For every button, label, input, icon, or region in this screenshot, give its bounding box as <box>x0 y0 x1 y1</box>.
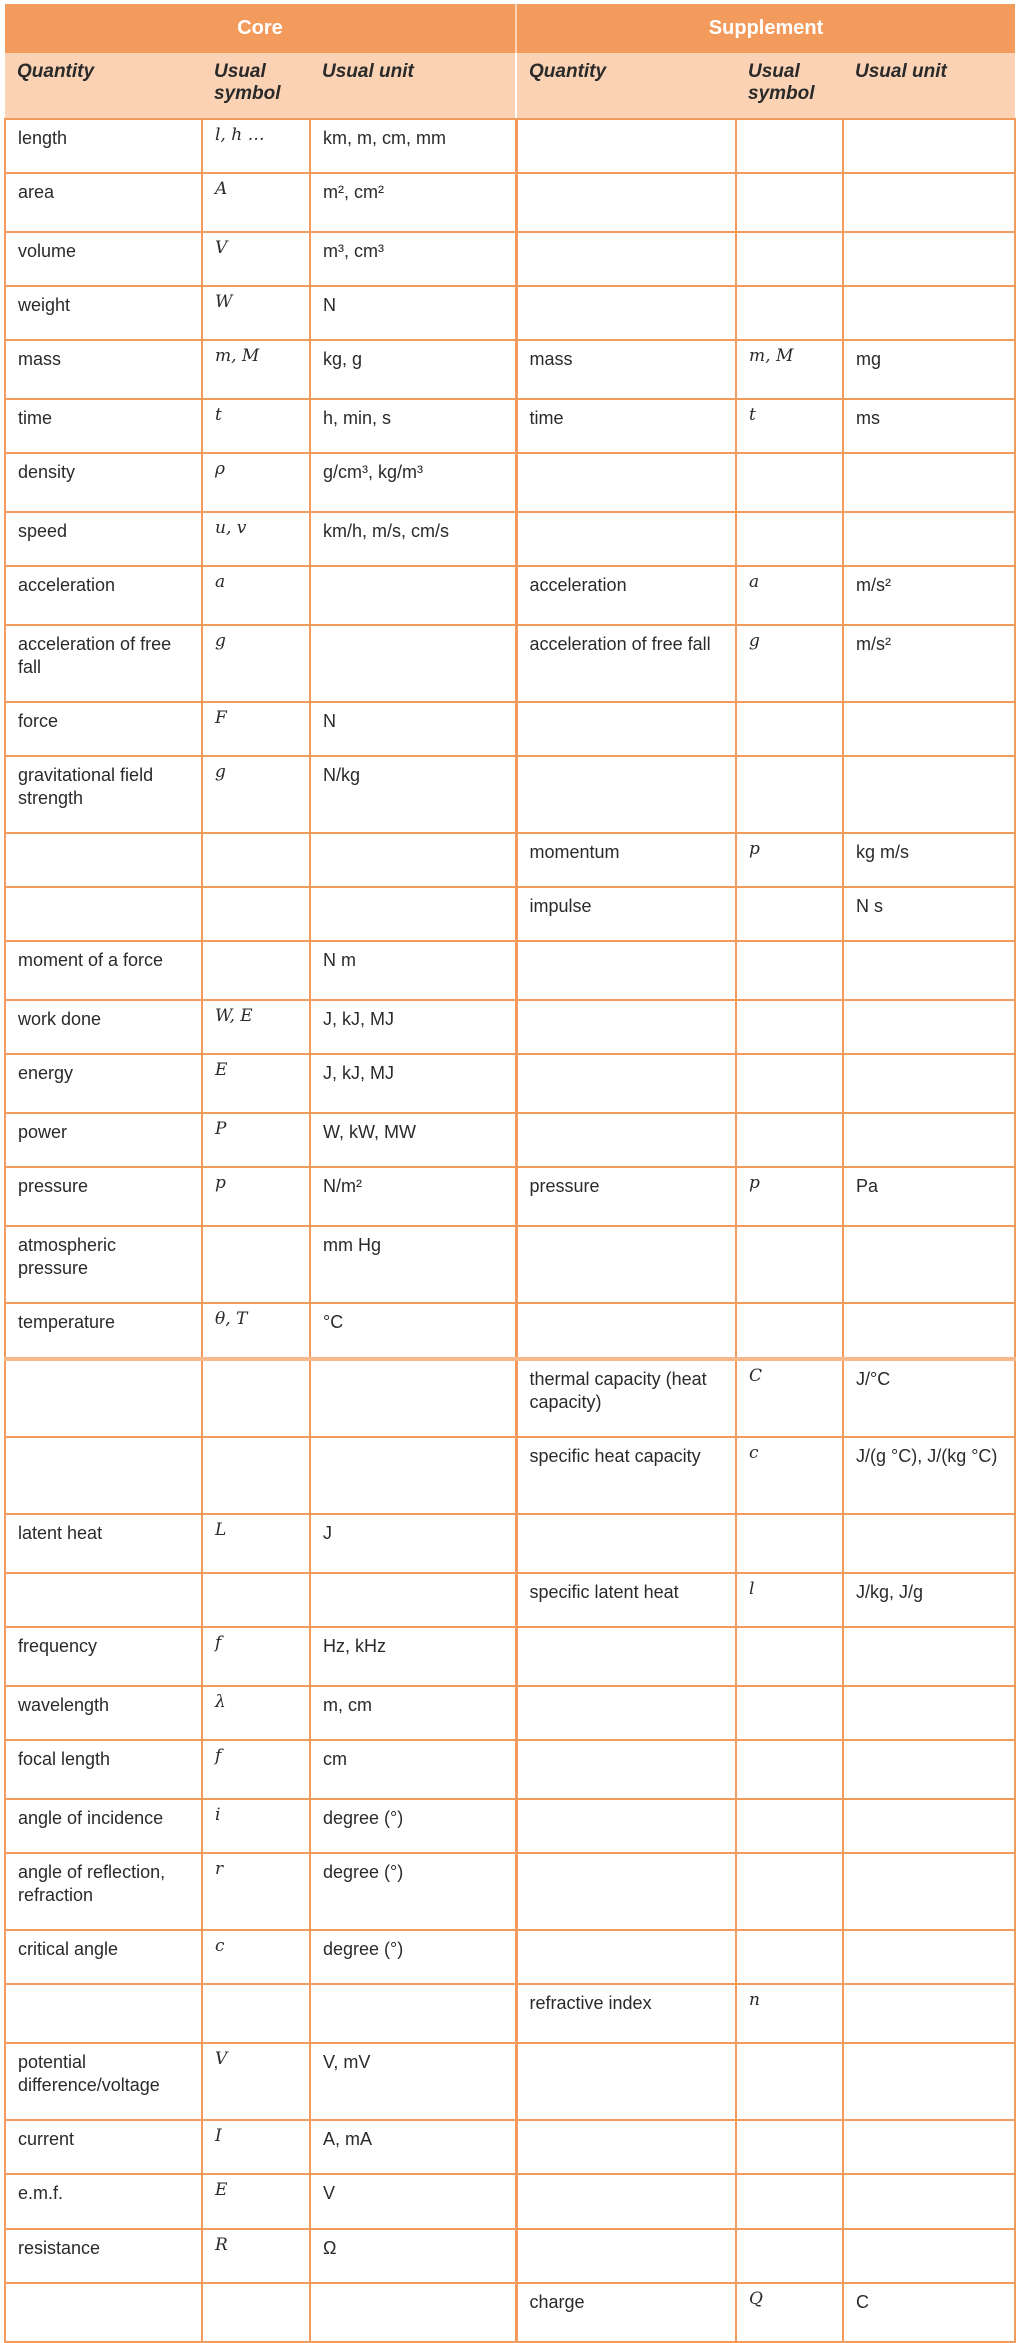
core-symbol-cell: u, v <box>202 512 310 566</box>
core-symbol-cell: L <box>202 1514 310 1573</box>
supplement-unit-cell <box>843 2043 1015 2120</box>
core-unit-cell: cm <box>310 1740 516 1799</box>
core-quantity-cell: force <box>5 702 202 756</box>
supplement-quantity-cell <box>516 1740 736 1799</box>
core-symbol-cell <box>202 1226 310 1303</box>
supplement-symbol-cell <box>736 512 843 566</box>
core-quantity-cell: pressure <box>5 1167 202 1226</box>
supplement-unit-cell <box>843 941 1015 1000</box>
supplement-unit-cell: Pa <box>843 1167 1015 1226</box>
core-symbol-cell: V <box>202 2043 310 2120</box>
core-symbol-cell: I <box>202 2120 310 2174</box>
core-unit-cell: N/m² <box>310 1167 516 1226</box>
core-unit-cell: V, mV <box>310 2043 516 2120</box>
core-symbol-cell: g <box>202 756 310 833</box>
supplement-quantity-cell <box>516 2229 736 2283</box>
supplement-symbol-cell: Q <box>736 2283 843 2342</box>
core-unit-cell: g/cm³, kg/m³ <box>310 453 516 512</box>
core-symbol-cell: f <box>202 1740 310 1799</box>
core-quantity-cell: acceleration <box>5 566 202 625</box>
core-unit-cell: km/h, m/s, cm/s <box>310 512 516 566</box>
supplement-quantity-cell <box>516 1853 736 1930</box>
supplement-quantity-cell <box>516 1000 736 1054</box>
core-quantity-cell: work done <box>5 1000 202 1054</box>
table-row <box>5 1226 1015 1303</box>
supplement-symbol-cell <box>736 286 843 340</box>
supplement-quantity-cell: acceleration <box>516 566 736 625</box>
table-row <box>5 232 1015 286</box>
supplement-symbol-cell <box>736 1930 843 1984</box>
supplement-quantity-cell <box>516 1054 736 1113</box>
core-quantity-cell: gravitational field strength <box>5 756 202 833</box>
core-unit-cell: m, cm <box>310 1686 516 1740</box>
core-unit-cell: kg, g <box>310 340 516 399</box>
supplement-symbol-cell <box>736 2229 843 2283</box>
supplement-symbol-cell: n <box>736 1984 843 2043</box>
core-symbol-cell <box>202 1984 310 2043</box>
table-row <box>5 1437 1015 1514</box>
table-row <box>5 702 1015 756</box>
core-symbol-cell: E <box>202 2174 310 2229</box>
core-quantity-cell: weight <box>5 286 202 340</box>
table-row <box>5 512 1015 566</box>
core-unit-cell: A, mA <box>310 2120 516 2174</box>
table-row <box>5 2283 1015 2342</box>
core-symbol-cell: P <box>202 1113 310 1167</box>
core-quantity-cell: wavelength <box>5 1686 202 1740</box>
supplement-symbol-cell <box>736 1686 843 1740</box>
table-row <box>5 1167 1015 1226</box>
core-unit-cell <box>310 1984 516 2043</box>
table-row <box>5 566 1015 625</box>
core-symbol-cell: F <box>202 702 310 756</box>
core-quantity-cell: frequency <box>5 1627 202 1686</box>
core-symbol-cell <box>202 1573 310 1627</box>
core-unit-cell: J, kJ, MJ <box>310 1054 516 1113</box>
supplement-unit-cell: m/s² <box>843 625 1015 702</box>
supplement-symbol-cell <box>736 2043 843 2120</box>
table-row <box>5 1000 1015 1054</box>
core-header: Core <box>5 4 516 53</box>
table-row <box>5 173 1015 232</box>
core-symbol-cell: f <box>202 1627 310 1686</box>
core-quantity-cell: potential difference/voltage <box>5 2043 202 2120</box>
core-quantity-cell: power <box>5 1113 202 1167</box>
supplement-quantity-cell <box>516 2043 736 2120</box>
supplement-quantity-cell <box>516 2120 736 2174</box>
table-row <box>5 1686 1015 1740</box>
core-quantity-cell: volume <box>5 232 202 286</box>
core-symbol-cell <box>202 1437 310 1514</box>
core-symbol-cell: a <box>202 566 310 625</box>
core-unit-cell <box>310 566 516 625</box>
supplement-symbol-cell <box>736 887 843 941</box>
supplement-quantity-cell <box>516 1514 736 1573</box>
supplement-unit-cell <box>843 2174 1015 2229</box>
supplement-unit-cell <box>843 1303 1015 1359</box>
table-row <box>5 1514 1015 1573</box>
table-row <box>5 756 1015 833</box>
core-symbol-cell: θ, T <box>202 1303 310 1359</box>
supplement-unit-cell <box>843 173 1015 232</box>
supplement-unit-cell <box>843 2229 1015 2283</box>
supplement-quantity-cell <box>516 232 736 286</box>
supplement-unit-cell <box>843 1113 1015 1167</box>
supplement-quantity-cell <box>516 286 736 340</box>
supplement-unit-cell <box>843 232 1015 286</box>
supplement-symbol-cell <box>736 119 843 173</box>
supplement-unit-cell: J/(g °C), J/(kg °C) <box>843 1437 1015 1514</box>
supplement-unit-cell <box>843 512 1015 566</box>
core-quantity-cell: speed <box>5 512 202 566</box>
core-quantity-cell <box>5 887 202 941</box>
core-quantity-cell: mass <box>5 340 202 399</box>
core-quantity-cell: temperature <box>5 1303 202 1359</box>
supplement-symbol-cell <box>736 756 843 833</box>
supplement-symbol-cell <box>736 453 843 512</box>
table-row <box>5 1303 1015 1359</box>
supplement-unit-cell <box>843 119 1015 173</box>
supplement-quantity-cell <box>516 1686 736 1740</box>
supplement-symbol-cell <box>736 1740 843 1799</box>
core-unit-cell: m², cm² <box>310 173 516 232</box>
supplement-symbol-cell <box>736 2120 843 2174</box>
core-quantity-cell <box>5 2283 202 2342</box>
supplement-quantity-cell: refractive index <box>516 1984 736 2043</box>
supplement-unit-cell <box>843 702 1015 756</box>
core-symbol-cell <box>202 941 310 1000</box>
supplement-unit-cell <box>843 2120 1015 2174</box>
supplement-unit-cell: J/kg, J/g <box>843 1573 1015 1627</box>
supplement-quantity-cell <box>516 756 736 833</box>
supplement-quantity-cell: pressure <box>516 1167 736 1226</box>
table-row <box>5 1573 1015 1627</box>
supplement-symbol-header: Usual symbol <box>736 53 843 119</box>
supplement-unit-header: Usual unit <box>843 53 1015 119</box>
core-quantity-cell: energy <box>5 1054 202 1113</box>
core-symbol-cell: l, h … <box>202 119 310 173</box>
table-row <box>5 2043 1015 2120</box>
table-row <box>5 2229 1015 2283</box>
core-unit-cell: Hz, kHz <box>310 1627 516 1686</box>
table-row <box>5 1984 1015 2043</box>
supplement-unit-cell <box>843 756 1015 833</box>
supplement-quantity-cell: mass <box>516 340 736 399</box>
supplement-quantity-cell <box>516 1930 736 1984</box>
core-unit-cell: km, m, cm, mm <box>310 119 516 173</box>
table-row <box>5 1054 1015 1113</box>
table-row <box>5 340 1015 399</box>
supplement-quantity-cell <box>516 2174 736 2229</box>
supplement-symbol-cell <box>736 1113 843 1167</box>
table-row <box>5 1853 1015 1930</box>
core-symbol-cell: A <box>202 173 310 232</box>
core-unit-cell: degree (°) <box>310 1853 516 1930</box>
core-quantity-cell: e.m.f. <box>5 2174 202 2229</box>
supplement-symbol-cell <box>736 702 843 756</box>
supplement-symbol-cell: m, M <box>736 340 843 399</box>
core-unit-cell <box>310 2283 516 2342</box>
core-unit-cell: N <box>310 286 516 340</box>
core-unit-cell <box>310 1573 516 1627</box>
table-row <box>5 941 1015 1000</box>
table-row <box>5 286 1015 340</box>
supplement-quantity-cell: momentum <box>516 833 736 887</box>
core-unit-cell: J <box>310 1514 516 1573</box>
core-symbol-cell: m, M <box>202 340 310 399</box>
supplement-symbol-cell: a <box>736 566 843 625</box>
core-quantity-cell: current <box>5 2120 202 2174</box>
core-symbol-cell: W <box>202 286 310 340</box>
supplement-quantity-cell <box>516 1303 736 1359</box>
supplement-quantity-cell <box>516 453 736 512</box>
core-quantity-header: Quantity <box>5 53 202 119</box>
table-row <box>5 1113 1015 1167</box>
core-quantity-cell: resistance <box>5 2229 202 2283</box>
core-symbol-cell: V <box>202 232 310 286</box>
supplement-unit-cell: m/s² <box>843 566 1015 625</box>
supplement-unit-cell <box>843 1984 1015 2043</box>
core-symbol-cell <box>202 1359 310 1437</box>
supplement-quantity-cell <box>516 119 736 173</box>
core-unit-cell: m³, cm³ <box>310 232 516 286</box>
supplement-unit-cell <box>843 453 1015 512</box>
supplement-symbol-cell <box>736 2174 843 2229</box>
supplement-quantity-cell: acceleration of free fall <box>516 625 736 702</box>
core-unit-cell: Ω <box>310 2229 516 2283</box>
quantities-units-table <box>4 4 1016 2343</box>
supplement-quantity-cell <box>516 941 736 1000</box>
core-unit-cell <box>310 833 516 887</box>
supplement-quantity-cell <box>516 1113 736 1167</box>
core-quantity-cell: length <box>5 119 202 173</box>
supplement-symbol-cell <box>736 1000 843 1054</box>
core-unit-cell: degree (°) <box>310 1799 516 1853</box>
table-row <box>5 1627 1015 1686</box>
table-row <box>5 2174 1015 2229</box>
core-symbol-cell: E <box>202 1054 310 1113</box>
supplement-quantity-cell <box>516 1627 736 1686</box>
supplement-unit-cell <box>843 1686 1015 1740</box>
supplement-unit-cell <box>843 1627 1015 1686</box>
core-quantity-cell <box>5 1573 202 1627</box>
core-unit-cell: N m <box>310 941 516 1000</box>
supplement-quantity-cell: impulse <box>516 887 736 941</box>
supplement-symbol-cell <box>736 941 843 1000</box>
core-unit-cell: N/kg <box>310 756 516 833</box>
core-unit-cell: W, kW, MW <box>310 1113 516 1167</box>
core-symbol-cell: r <box>202 1853 310 1930</box>
table-row <box>5 2120 1015 2174</box>
core-quantity-cell <box>5 1984 202 2043</box>
table-row <box>5 119 1015 173</box>
supplement-quantity-cell: specific heat capacity <box>516 1437 736 1514</box>
supplement-quantity-cell <box>516 702 736 756</box>
supplement-symbol-cell: t <box>736 399 843 453</box>
supplement-quantity-cell: time <box>516 399 736 453</box>
supplement-unit-cell <box>843 286 1015 340</box>
supplement-symbol-cell <box>736 1303 843 1359</box>
core-symbol-cell: c <box>202 1930 310 1984</box>
core-symbol-cell: p <box>202 1167 310 1226</box>
supplement-symbol-cell <box>736 1514 843 1573</box>
core-symbol-cell <box>202 887 310 941</box>
core-quantity-cell: moment of a force <box>5 941 202 1000</box>
core-unit-cell <box>310 625 516 702</box>
core-quantity-cell: angle of reflection, refraction <box>5 1853 202 1930</box>
core-unit-cell: V <box>310 2174 516 2229</box>
core-symbol-cell: i <box>202 1799 310 1853</box>
table-row <box>5 1930 1015 1984</box>
supplement-symbol-cell: l <box>736 1573 843 1627</box>
core-unit-cell: degree (°) <box>310 1930 516 1984</box>
core-symbol-cell <box>202 833 310 887</box>
supplement-unit-cell <box>843 1930 1015 1984</box>
supplement-symbol-cell: c <box>736 1437 843 1514</box>
supplement-quantity-cell <box>516 173 736 232</box>
supplement-quantity-cell: charge <box>516 2283 736 2342</box>
supplement-unit-cell <box>843 1054 1015 1113</box>
core-quantity-cell: atmospheric pressure <box>5 1226 202 1303</box>
supplement-unit-cell: J/°C <box>843 1359 1015 1437</box>
core-quantity-cell: acceleration of free fall <box>5 625 202 702</box>
supplement-quantity-cell <box>516 1226 736 1303</box>
core-symbol-cell: W, E <box>202 1000 310 1054</box>
supplement-symbol-cell <box>736 1054 843 1113</box>
table-row <box>5 453 1015 512</box>
table-row <box>5 1359 1015 1437</box>
supplement-quantity-cell: specific latent heat <box>516 1573 736 1627</box>
core-quantity-cell: time <box>5 399 202 453</box>
supplement-quantity-header: Quantity <box>516 53 736 119</box>
supplement-quantity-cell: thermal capacity (heat capacity) <box>516 1359 736 1437</box>
supplement-unit-cell: ms <box>843 399 1015 453</box>
supplement-unit-cell: kg m/s <box>843 833 1015 887</box>
core-quantity-cell: area <box>5 173 202 232</box>
core-quantity-cell: angle of incidence <box>5 1799 202 1853</box>
supplement-symbol-cell <box>736 1226 843 1303</box>
core-unit-cell: J, kJ, MJ <box>310 1000 516 1054</box>
core-symbol-cell: g <box>202 625 310 702</box>
supplement-unit-cell: mg <box>843 340 1015 399</box>
supplement-unit-cell <box>843 1740 1015 1799</box>
supplement-unit-cell <box>843 1000 1015 1054</box>
core-quantity-cell <box>5 1359 202 1437</box>
core-quantity-cell: critical angle <box>5 1930 202 1984</box>
supplement-symbol-cell <box>736 1627 843 1686</box>
supplement-symbol-cell: g <box>736 625 843 702</box>
core-unit-cell <box>310 887 516 941</box>
supplement-symbol-cell <box>736 1853 843 1930</box>
core-symbol-cell: R <box>202 2229 310 2283</box>
supplement-unit-cell: N s <box>843 887 1015 941</box>
core-unit-cell: N <box>310 702 516 756</box>
core-symbol-cell: λ <box>202 1686 310 1740</box>
core-unit-header: Usual unit <box>310 53 516 119</box>
table-row <box>5 625 1015 702</box>
core-unit-cell: °C <box>310 1303 516 1359</box>
core-unit-cell <box>310 1437 516 1514</box>
supplement-symbol-cell <box>736 173 843 232</box>
table-row <box>5 833 1015 887</box>
supplement-symbol-cell: p <box>736 833 843 887</box>
core-symbol-cell <box>202 2283 310 2342</box>
table-row <box>5 1740 1015 1799</box>
core-unit-cell: mm Hg <box>310 1226 516 1303</box>
supplement-quantity-cell <box>516 512 736 566</box>
supplement-symbol-cell <box>736 232 843 286</box>
core-quantity-cell: focal length <box>5 1740 202 1799</box>
table-row <box>5 399 1015 453</box>
core-quantity-cell: density <box>5 453 202 512</box>
supplement-unit-cell <box>843 1514 1015 1573</box>
supplement-unit-cell <box>843 1226 1015 1303</box>
core-symbol-cell: ρ <box>202 453 310 512</box>
table-row <box>5 887 1015 941</box>
supplement-symbol-cell: C <box>736 1359 843 1437</box>
core-quantity-cell <box>5 833 202 887</box>
supplement-header: Supplement <box>516 4 1015 53</box>
core-quantity-cell: latent heat <box>5 1514 202 1573</box>
core-symbol-header: Usual symbol <box>202 53 310 119</box>
core-unit-cell: h, min, s <box>310 399 516 453</box>
core-unit-cell <box>310 1359 516 1437</box>
core-quantity-cell <box>5 1437 202 1514</box>
supplement-unit-cell: C <box>843 2283 1015 2342</box>
table-body <box>5 119 1015 2342</box>
supplement-unit-cell <box>843 1853 1015 1930</box>
supplement-symbol-cell: p <box>736 1167 843 1226</box>
core-symbol-cell: t <box>202 399 310 453</box>
